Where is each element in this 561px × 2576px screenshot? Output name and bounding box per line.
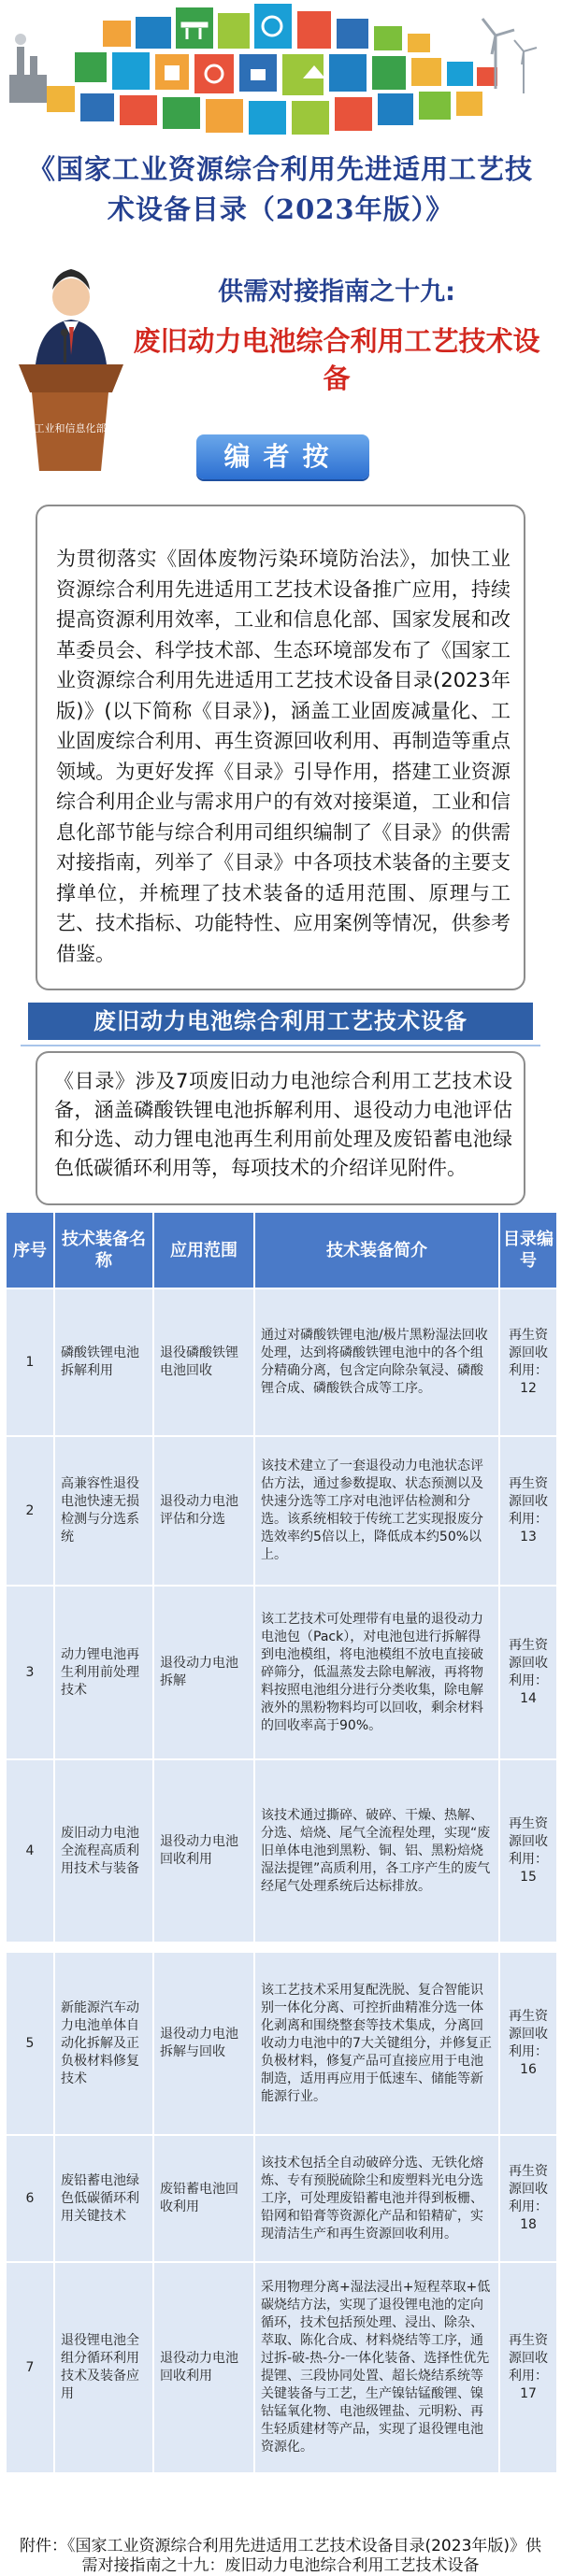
table-header-row — [6, 1212, 557, 1288]
table-row — [6, 1952, 557, 2135]
row-intro: 该技术包括全自动破碎分选、无铁化熔炼、专有预脱硫除尘和废塑料光电分选工序，可处理废铅蓄电池并得到板栅、铅网和铅膏等资源化产品和铅精矿，实现清洁生产和再生资源回收利用。 — [254, 2135, 499, 2262]
row-name: 动力锂电池再生利用前处理技术 — [54, 1586, 153, 1759]
header-code: 目录编号 — [499, 1212, 557, 1288]
podium-label: 工业和信息化部 — [34, 422, 107, 434]
row-intro: 该工艺技术采用复配洗脱、复合智能识别一体化分离、可控折曲精准分选一体化剥离和围绕整套等技术集成，分离回收动力电池中的7大关键组分，并修复正负极材料，修复产品可直接应用于电池制造，适用再应用于低速车、储能等新能源行业。 — [254, 1952, 499, 2135]
table-row — [6, 2262, 557, 2473]
guide-topic: 废旧动力电池综合利用工艺技术设备 — [133, 325, 540, 394]
row-scope: 废铅蓄电池回收利用 — [153, 2135, 254, 2262]
row-no: 7 — [6, 2262, 54, 2473]
table-row — [6, 1436, 557, 1586]
row-code: 再生资源回收利用：15 — [499, 1759, 557, 1943]
row-code: 再生资源回收利用：14 — [499, 1586, 557, 1759]
row-code: 再生资源回收利用：18 — [499, 2135, 557, 2262]
header-scope: 应用范围 — [153, 1212, 254, 1288]
header-no: 序号 — [6, 1212, 54, 1288]
row-scope: 退役动力电池回收利用 — [153, 2262, 254, 2473]
guide-number: 供需对接指南之十九: — [218, 278, 455, 306]
row-scope: 退役动力电池拆解与回收 — [153, 1952, 254, 2135]
row-intro: 该工艺技术可处理带有电量的退役动力电池包（Pack），对电池包进行拆解得到电池模组，将电池模组不放电直接破碎筛分，低温蒸发去除电解液，再将物料按照电池组分进行分类收集，除电解液外的黑粉物料均可以回收，剩余材料的回收率高于90%。 — [254, 1586, 499, 1759]
row-name: 退役锂电池全组分循环利用技术及装备应用 — [54, 2262, 153, 2473]
row-scope: 退役动力电池拆解 — [153, 1586, 254, 1759]
row-name: 废铅蓄电池绿色低碳循环利用关键技术 — [54, 2135, 153, 2262]
row-no: 3 — [6, 1586, 54, 1759]
header-name: 技术装备名称 — [54, 1212, 153, 1288]
section-divider — [21, 1045, 540, 1046]
row-no: 2 — [6, 1436, 54, 1586]
row-name: 新能源汽车动力电池单体自动化拆解及正负极材料修复技术 — [54, 1952, 153, 2135]
row-code: 再生资源回收利用：16 — [499, 1952, 557, 2135]
table-row — [6, 2135, 557, 2262]
row-scope: 退役磷酸铁锂电池回收 — [153, 1288, 254, 1436]
section-title-bar: 废旧动力电池综合利用工艺技术设备 — [28, 1003, 533, 1040]
row-no: 1 — [6, 1288, 54, 1436]
document-title: 《国家工业资源综合利用先进适用工艺技术设备目录（2023年版）》 — [28, 153, 534, 225]
table-spacer — [6, 1943, 557, 1952]
green-industry-banner-image — [0, 0, 561, 140]
row-intro: 通过对磷酸铁锂电池/极片黑粉湿法回收处理，达到将磷酸铁锂电池中的各个组分精确分离，包含定向除杂氧浸、磷酸锂合成、磷酸铁合成等工序。 — [254, 1288, 499, 1436]
row-intro: 采用物理分离+湿法浸出+短程萃取+低碳烧结方法，实现了退役锂电池的定向循环，技术包括预处理、浸出、除杂、萃取、陈化合成、材料烧结等工序，通过拆-破-热-分-一体化装备、选择性优先提锂、三段协同处置、超长烧结系统等关键装备与工艺，生产镍钴锰酸锂、镍钴锰氧化物、电池级锂盐、元明粉、再生轻质建材等产品，实现了退役锂电池资源化。 — [254, 2262, 499, 2473]
speaker-podium-illustration — [9, 224, 131, 477]
row-code: 再生资源回收利用：13 — [499, 1436, 557, 1586]
row-code: 再生资源回收利用：12 — [499, 1288, 557, 1436]
table-row — [6, 1288, 557, 1436]
row-code: 再生资源回收利用：17 — [499, 2262, 557, 2473]
section-summary-text: 《目录》涉及7项废旧动力电池综合利用工艺技术设备，涵盖磷酸铁锂电池拆解利用、退役动力电池评估和分选、动力锂电池再生利用前处理及废铅蓄电池绿色低碳循环利用等，每项技术的介绍详见附件。 — [54, 1070, 512, 1179]
editor-note-badge: 编者按 — [196, 434, 369, 479]
table-spacer-cell — [6, 1943, 557, 1952]
table-row — [6, 1759, 557, 1943]
row-scope: 退役动力电池评估和分选 — [153, 1436, 254, 1586]
header-intro: 技术装备简介 — [254, 1212, 499, 1288]
row-intro: 该技术建立了一套退役动力电池状态评估方法，通过参数提取、状态预测以及快速分选等工序对电池评估检测和分选。该系统相较于传统工艺实现报废分选效率约5倍以上，降低成本约50%以上。 — [254, 1436, 499, 1586]
row-name: 高兼容性退役电池快速无损检测与分选系统 — [54, 1436, 153, 1586]
top-banner — [0, 0, 561, 140]
row-no: 6 — [6, 2135, 54, 2262]
attachment-footer: 附件：《国家工业资源综合利用先进适用工艺技术设备目录(2023年版)》供需对接指南之十九：废旧动力电池综合利用工艺技术设备 — [19, 2537, 542, 2575]
row-no: 4 — [6, 1759, 54, 1943]
row-intro: 该技术通过撕碎、破碎、干燥、热解、分选、焙烧、尾气全流程处理，实现“废旧单体电池到黑粉、铜、铝、黑粉焙烧湿法提锂”高质利用，各工序产生的废气经尾气处理系统后达标排放。 — [254, 1759, 499, 1943]
row-scope: 退役动力电池回收利用 — [153, 1759, 254, 1943]
row-no: 5 — [6, 1952, 54, 2135]
row-name: 磷酸铁锂电池拆解利用 — [54, 1288, 153, 1436]
editor-note-text: 为贯彻落实《固体废物污染环境防治法》，加快工业资源综合利用先进适用工艺技术设备推广应用，持续提高资源利用效率，工业和信息化部、国家发展和改革委员会、科学技术部、生态环境部发布了《国家工业资源综合利用先进适用工艺技术设备目录(2023年版)》(以下简称《目录》)，涵盖工业固废减量化、工业固废综合利用、再生资源回收利用、再制造等重点领域。为更好发挥《目录》引导作用，搭建工业资源综合利用企业与需求用户的有效对接渠道，工业和信息化部节能与综合利用司组织编制了《目录》的供需对接指南，列举了《目录》中各项技术装备的主要支撑单位，并梳理了技术装备的适用范围、原理与工艺、技术指标、功能特性、应用案例等情况，供参考借鉴。 — [56, 548, 511, 965]
technology-table — [5, 1211, 558, 2474]
row-name: 废旧动力电池全流程高质利用技术与装备 — [54, 1759, 153, 1943]
table-row — [6, 1586, 557, 1759]
